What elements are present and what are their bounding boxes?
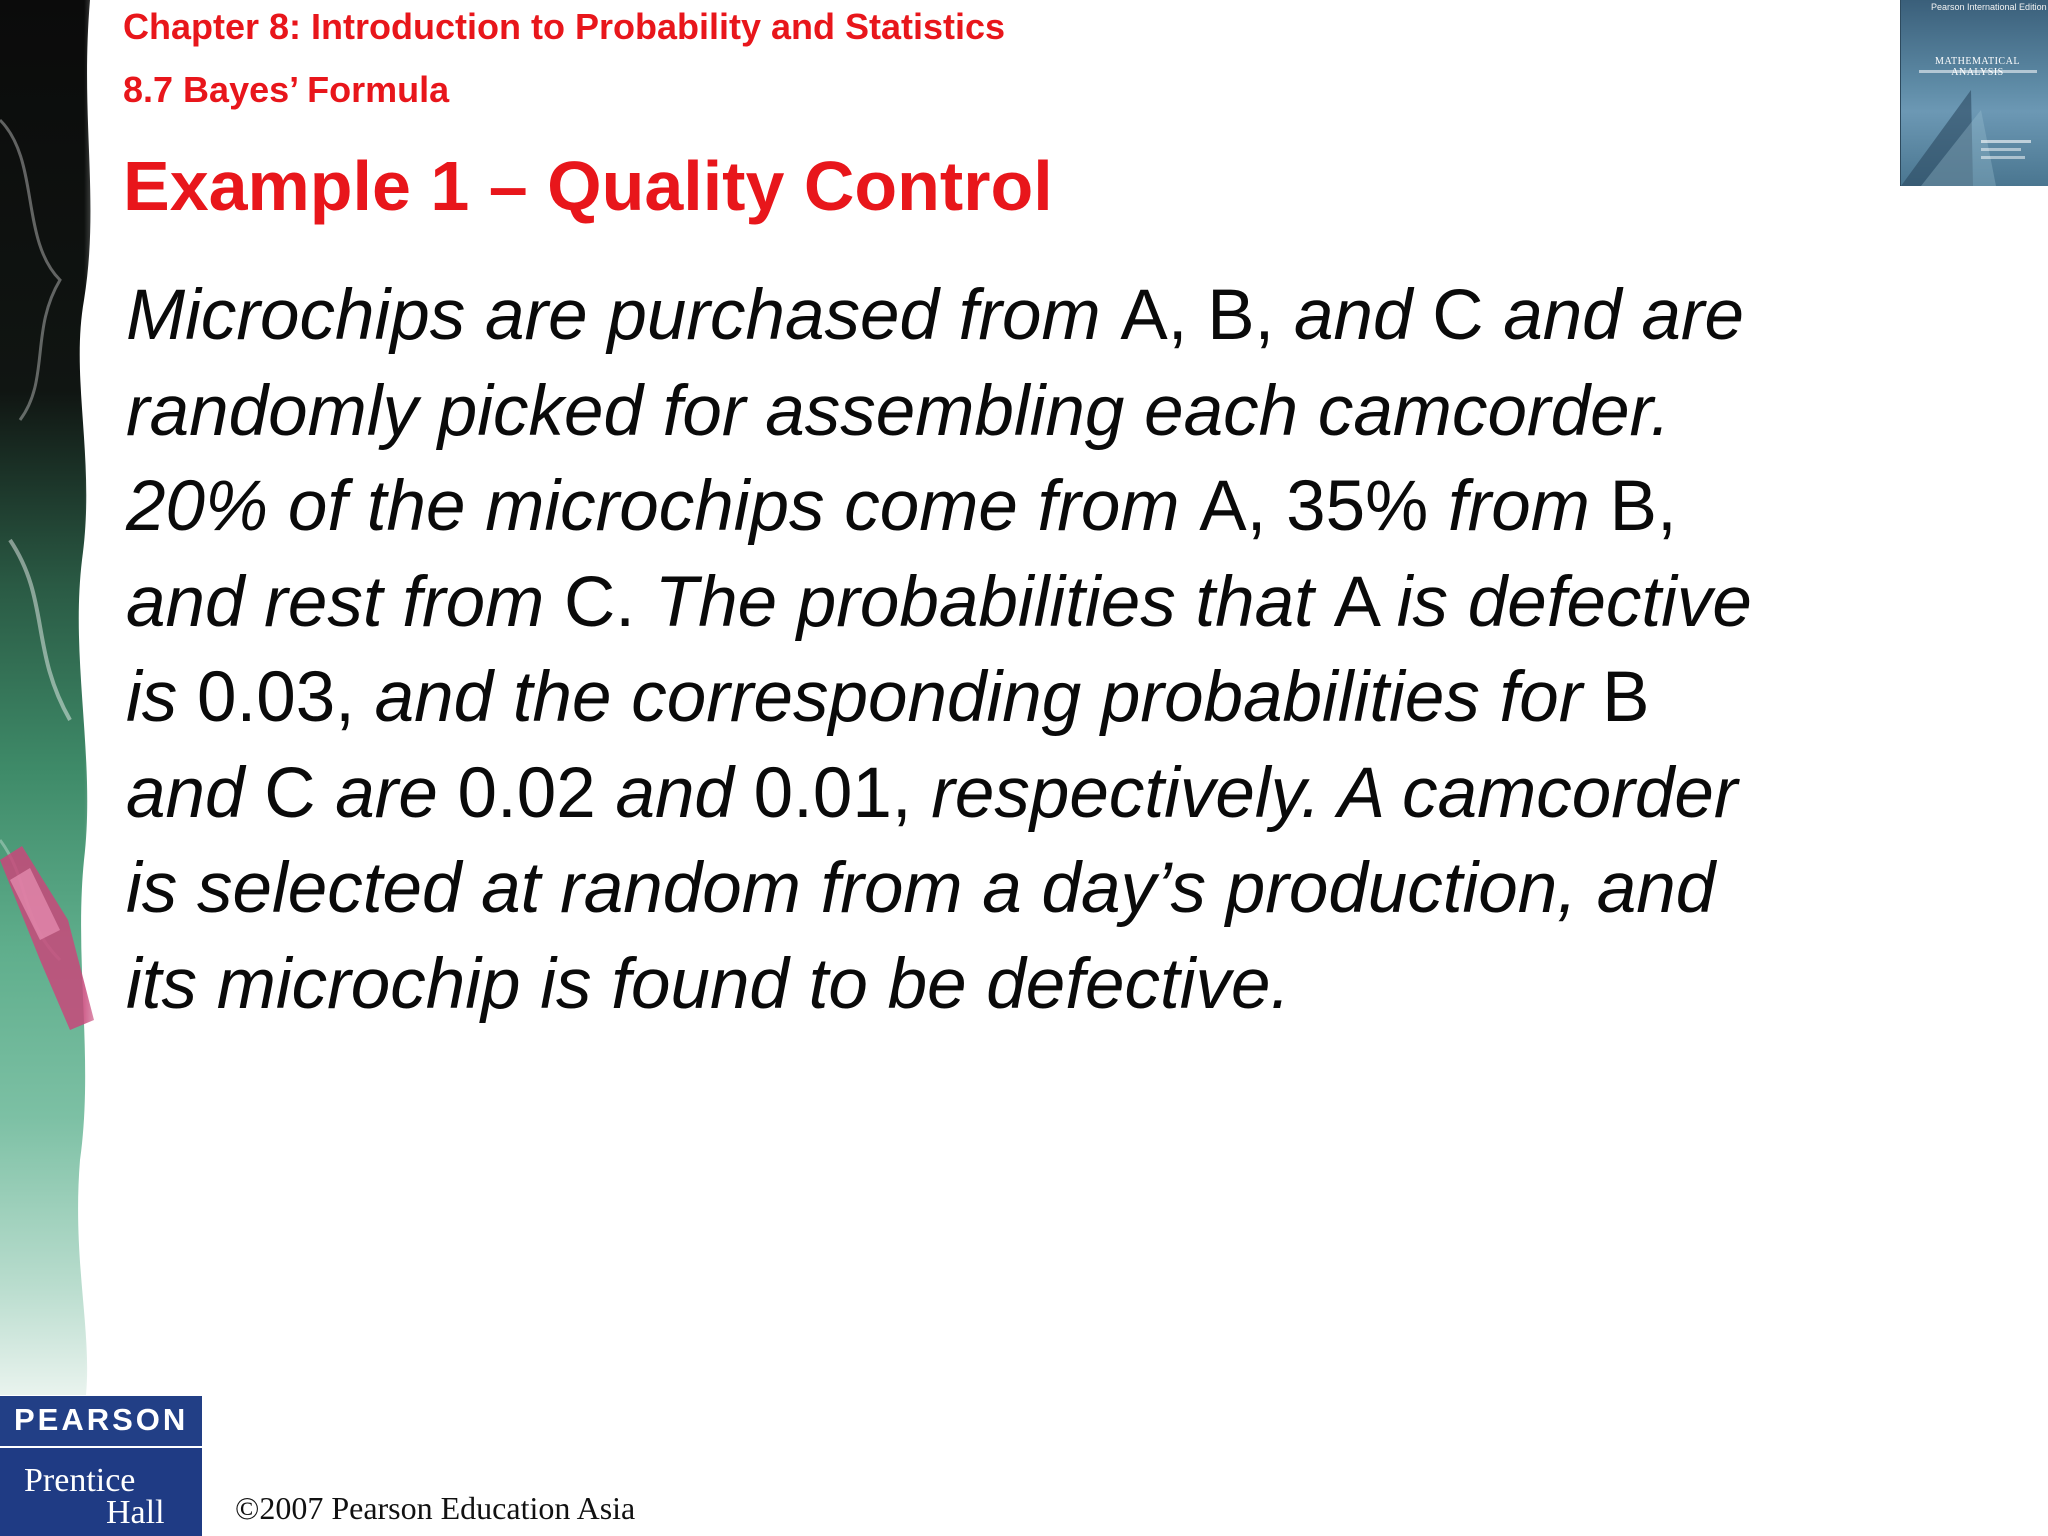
problem-statement xyxy=(126,268,2026,1032)
decorative-side-strip xyxy=(0,0,120,1395)
body-text-segment: Microchips are purchased from xyxy=(126,276,1121,355)
book-subtitle-line xyxy=(1919,70,2037,73)
body-text-segment: B, xyxy=(1609,467,1677,546)
body-text-segment: randomly picked for assembling each camcorder. xyxy=(126,371,1671,451)
body-line xyxy=(126,650,2026,746)
body-line xyxy=(126,459,2026,555)
body-text-segment: 20% of the microchips come from xyxy=(126,467,1200,546)
book-cover-art xyxy=(1901,80,2048,186)
body-text-segment: its microchip is found to be defective. xyxy=(126,944,1291,1024)
copyright-notice: ©2007 Pearson Education Asia xyxy=(235,1490,636,1526)
body-text-segment: and are xyxy=(1503,276,1745,355)
body-text-segment: A, B, xyxy=(1120,276,1295,355)
section-title: 8.7 Bayes’ Formula xyxy=(123,69,450,110)
body-text-segment: and rest from xyxy=(126,562,564,642)
body-text-segment: and xyxy=(1294,276,1433,355)
body-text-segment: and xyxy=(615,753,754,833)
book-badge: Pearson International Edition xyxy=(1931,2,2047,12)
body-line xyxy=(126,746,2026,842)
prentice-wordmark: Prentice xyxy=(24,1462,136,1499)
pearson-logo-top xyxy=(0,1396,202,1448)
body-text-segment: 0.03, xyxy=(197,658,375,737)
chapter-title: Chapter 8: Introduction to Probability and Statistics xyxy=(123,6,1006,47)
body-text-segment: C xyxy=(1432,276,1504,355)
body-line xyxy=(126,937,2026,1033)
pearson-wordmark: PEARSON xyxy=(14,1402,189,1437)
body-text-segment: B xyxy=(1602,658,1650,737)
body-text-segment: 0.01, xyxy=(753,753,932,833)
body-text-segment: is defective xyxy=(1396,562,1752,642)
body-text-segment: C. xyxy=(564,562,655,642)
body-text-segment: and the corresponding probabilities for xyxy=(374,658,1603,737)
side-strip-artwork xyxy=(0,0,120,1395)
pearson-prentice-hall-logo xyxy=(0,1396,202,1536)
body-text-segment: A xyxy=(1333,562,1397,642)
body-text-segment: is selected at random from a day’s production, and xyxy=(126,849,1716,928)
body-text-segment: C xyxy=(264,753,336,833)
body-line xyxy=(126,364,2026,460)
book-cover-thumbnail xyxy=(1900,0,2048,186)
body-text-segment: is xyxy=(126,658,197,737)
body-text-segment: from xyxy=(1447,467,1610,546)
body-text-segment: and xyxy=(126,753,265,833)
body-text-segment: The probabilities that xyxy=(654,562,1334,642)
body-line xyxy=(126,555,2026,651)
hall-wordmark: Hall xyxy=(106,1494,165,1531)
body-text-segment: 0.02 xyxy=(457,753,616,833)
example-title: Example 1 – Quality Control xyxy=(123,147,1053,225)
body-text-segment: are xyxy=(335,753,458,833)
body-line xyxy=(126,268,2026,364)
body-text-segment: A, 35% xyxy=(1199,467,1448,546)
book-title: MATHEMATICAL xyxy=(1935,56,2020,67)
body-text-segment: respectively. A camcorder xyxy=(931,753,1738,833)
body-line xyxy=(126,841,2026,937)
